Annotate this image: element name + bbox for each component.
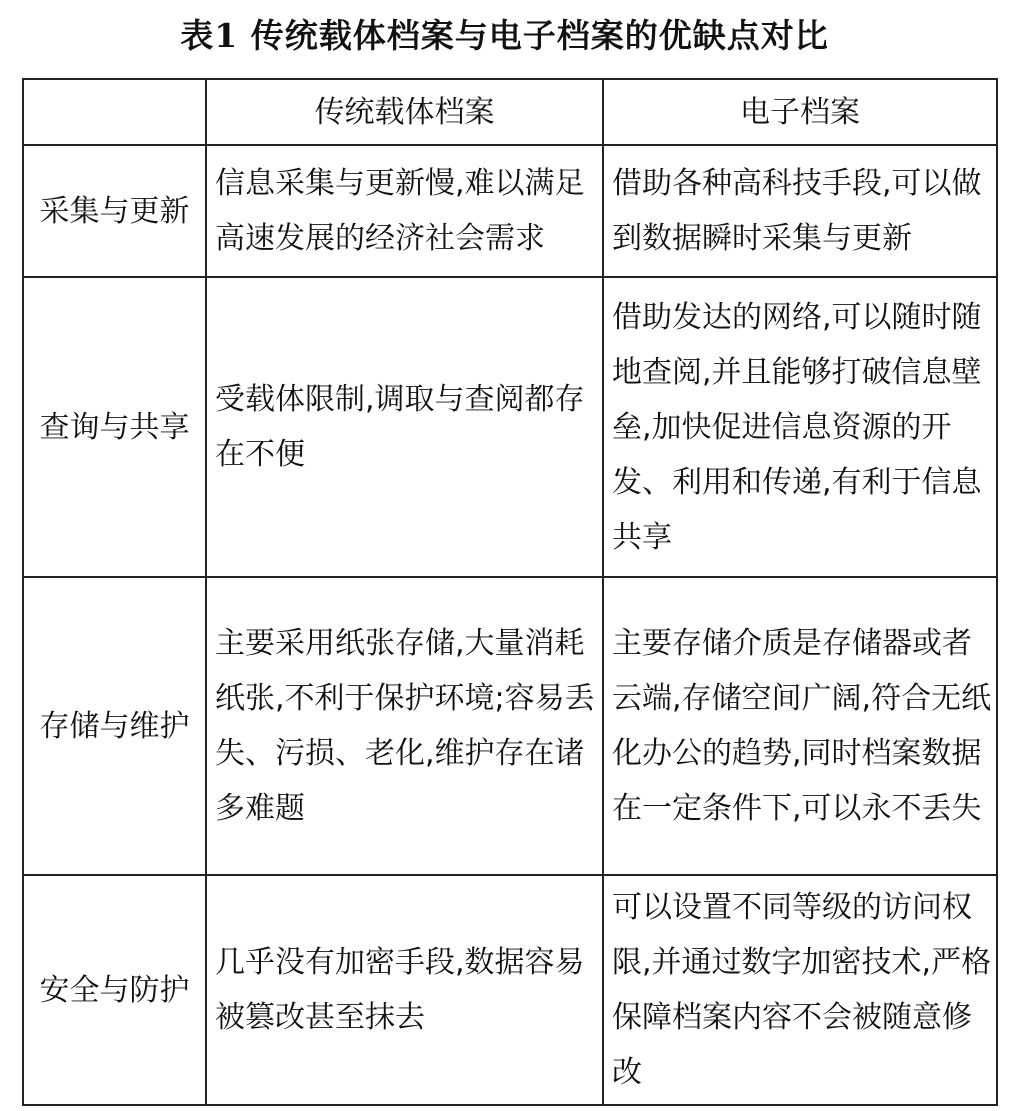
cell-electronic: 借助发达的网络,可以随时随地查阅,并且能够打破信息壁垒,加快促进信息资源的开发、利用和传递,有利于信息共享 — [603, 277, 997, 577]
row-header-storage-maintenance: 存储与维护 — [23, 577, 206, 875]
cell-traditional: 受载体限制,调取与查阅都存在不便 — [206, 277, 603, 577]
corner-cell — [23, 79, 206, 145]
cell-traditional: 信息采集与更新慢,难以满足高速发展的经济社会需求 — [206, 145, 603, 277]
header-row — [23, 79, 997, 145]
cell-electronic: 借助各种高科技手段,可以做到数据瞬时采集与更新 — [603, 145, 997, 277]
table-row — [23, 277, 997, 577]
cell-electronic: 主要存储介质是存储器或者云端,存储空间广阔,符合无纸化办公的趋势,同时档案数据在一定条件下,可以永不丢失 — [603, 577, 997, 875]
table-row — [23, 577, 997, 875]
comparison-table — [22, 78, 998, 1106]
row-header-collection-update: 采集与更新 — [23, 145, 206, 277]
cell-traditional: 几乎没有加密手段,数据容易被篡改甚至抹去 — [206, 875, 603, 1105]
table-row — [23, 875, 997, 1105]
column-header-traditional: 传统载体档案 — [206, 79, 603, 145]
cell-traditional: 主要采用纸张存储,大量消耗纸张,不利于保护环境;容易丢失、污损、老化,维护存在诸多难题 — [206, 577, 603, 875]
table-row — [23, 145, 997, 277]
row-header-security-protection: 安全与防护 — [23, 875, 206, 1105]
row-header-query-sharing: 查询与共享 — [23, 277, 206, 577]
table-caption: 表1 传统载体档案与电子档案的优缺点对比 — [180, 16, 829, 55]
cell-electronic: 可以设置不同等级的访问权限,并通过数字加密技术,严格保障档案内容不会被随意修改 — [603, 875, 997, 1105]
column-header-electronic: 电子档案 — [603, 79, 997, 145]
